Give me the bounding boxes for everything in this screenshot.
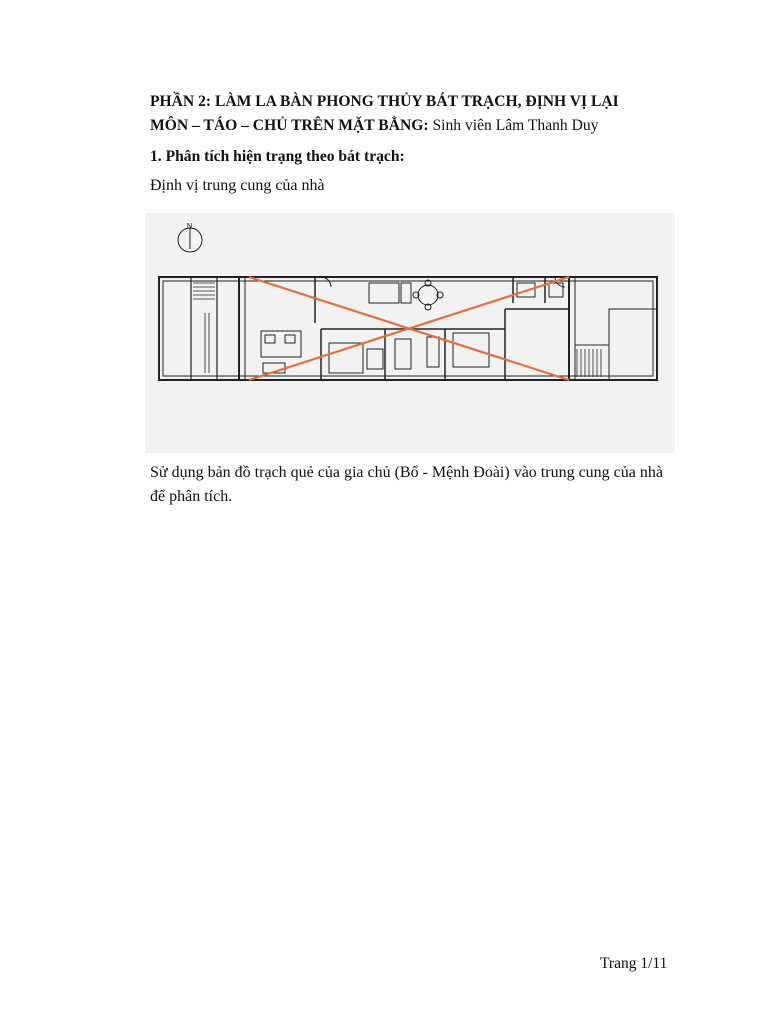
center-diagonals <box>249 277 569 380</box>
heading-line-1 <box>150 93 619 111</box>
section-title: 1. Phân tích hiện trạng theo bát trạch: <box>150 148 405 165</box>
heading-part-title: PHẦN 2: LÀM LA BÀN PHONG THỦY BÁT TRẠCH, ĐỊNH VỊ LẠI <box>150 93 619 110</box>
page-number: Trang 1/11 <box>600 955 668 972</box>
floor-plan-drawing <box>145 213 675 453</box>
staircase-hatching <box>193 283 601 377</box>
author-name: Sinh viên Lâm Thanh Duy <box>432 117 599 134</box>
figure-caption: Định vị trung cung của nhà <box>150 177 325 194</box>
heading-part-subtitle: MÔN – TÁO – CHỦ TRÊN MẶT BẰNG: <box>150 117 429 134</box>
floor-plan-figure <box>145 213 675 453</box>
north-compass-icon <box>178 223 202 252</box>
heading-line-2 <box>150 117 598 135</box>
furniture <box>261 277 565 373</box>
paragraph-line-2: để phân tích. <box>150 488 233 505</box>
compass-north-label: N <box>187 223 193 230</box>
paragraph-line-1: Sử dụng bản đồ trạch quẻ của gia chủ (Bổ - Mệnh Đoài) vào trung cung của nhà <box>150 464 663 481</box>
